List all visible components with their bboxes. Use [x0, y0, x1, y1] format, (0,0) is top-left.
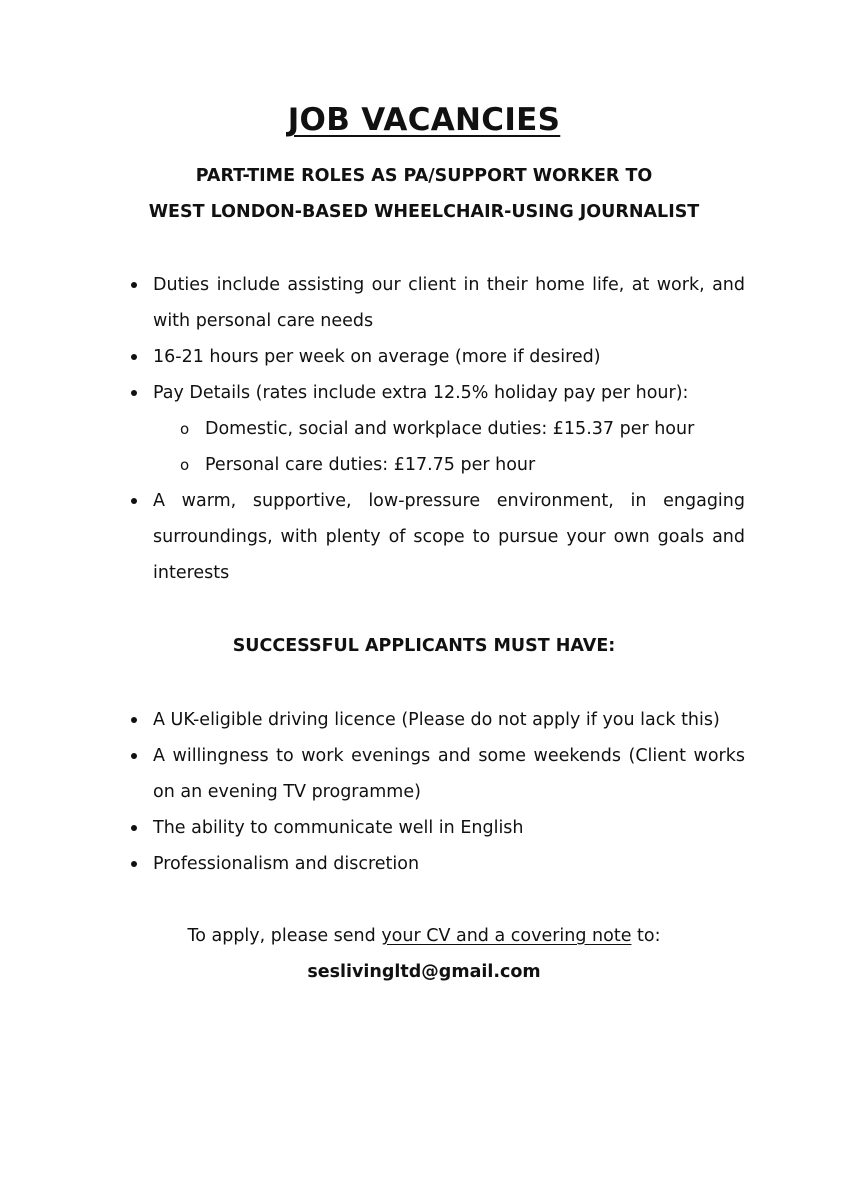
pay-rate-personal-care: o Personal care duties: £17.75 per hour	[205, 447, 745, 483]
requirement-english: The ability to communicate well in English	[153, 810, 745, 846]
apply-instructions	[0, 926, 848, 946]
requirements-list	[153, 702, 745, 882]
subtitle-line-1: PART-TIME ROLES AS PA/SUPPORT WORKER TO	[195, 166, 653, 186]
list-item-pay-details	[153, 375, 745, 483]
requirement-professionalism: Professionalism and discretion	[153, 846, 745, 882]
requirement-driving-licence: A UK-eligible driving licence (Please do not apply if you lack this)	[153, 702, 745, 738]
pay-details-label: Pay Details (rates include extra 12.5% holiday pay per hour):	[153, 383, 689, 403]
contact-email[interactable]: seslivingltd@gmail.com	[307, 962, 541, 982]
list-item-hours: 16-21 hours per week on average (more if desired)	[153, 339, 745, 375]
pay-rates-list	[153, 411, 745, 483]
role-details-list	[153, 267, 745, 591]
apply-prefix: To apply, please send	[187, 926, 382, 946]
pay-rate-domestic: o Domestic, social and workplace duties: £15.37 per hour	[205, 411, 745, 447]
apply-suffix: to:	[631, 926, 661, 946]
subtitle-line-2: WEST LONDON-BASED WHEELCHAIR-USING JOURNALIST	[148, 202, 700, 222]
requirement-evenings-weekends: A willingness to work evenings and some weekends (Client works on an evening TV programme)	[153, 738, 745, 810]
list-item-environment: A warm, supportive, low-pressure environment, in engaging surroundings, with plenty of scope to pursue your own goals and interests	[153, 483, 745, 591]
requirements-heading: SUCCESSFUL APPLICANTS MUST HAVE:	[232, 636, 616, 656]
list-item-duties: Duties include assisting our client in their home life, at work, and with personal care needs	[153, 267, 745, 339]
page-title: JOB VACANCIES	[287, 102, 561, 138]
apply-documents: your CV and a covering note	[381, 926, 632, 946]
